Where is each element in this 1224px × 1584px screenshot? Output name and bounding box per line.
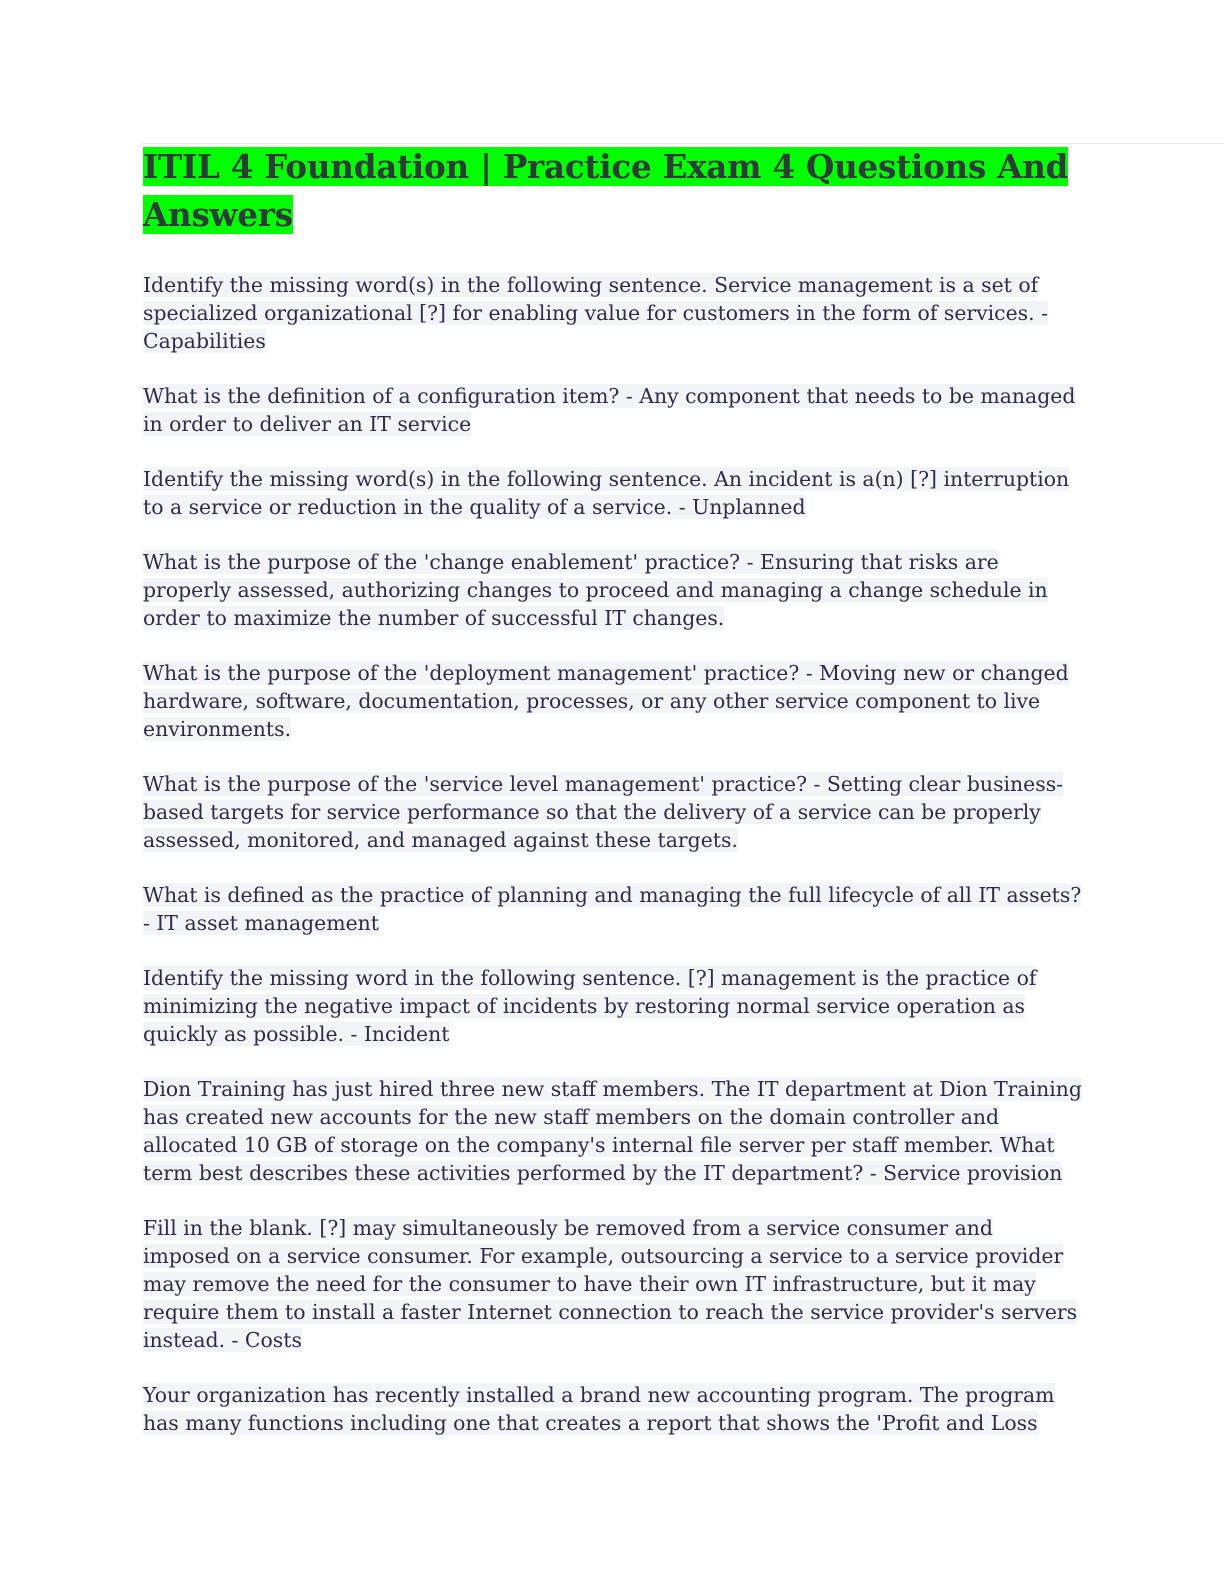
qa-text: Fill in the blank. [?] may simultaneously be removed from a service consumer and imposed on a service consumer. For example, outsourcing a service to a service provider may remove the need for the consumer to have their own IT infrastructure, but it may require them to install a faster Internet connection to reach the service provider's servers instead. - Costs	[143, 1216, 1078, 1352]
qa-item-6	[143, 770, 1083, 854]
qa-text: What is defined as the practice of planning and managing the full lifecycle of all IT assets? - IT asset management	[143, 883, 1082, 935]
qa-item-11	[143, 1381, 1083, 1437]
qa-item-10	[143, 1214, 1083, 1354]
qa-text: What is the definition of a configuration item? - Any component that needs to be managed in order to deliver an IT service	[143, 384, 1076, 436]
qa-item-3	[143, 465, 1083, 521]
qa-text: What is the purpose of the 'service level management' practice? - Setting clear business-based targets for service performance so that the delivery of a service can be properly assessed, monitored, and managed against these targets.	[143, 772, 1064, 852]
qa-item-5	[143, 659, 1083, 743]
document-title: ITIL 4 Foundation | Practice Exam 4 Questions And Answers	[143, 147, 1069, 234]
qa-item-2	[143, 382, 1083, 438]
qa-text: What is the purpose of the 'deployment management' practice? - Moving new or changed hardware, software, documentation, processes, or any other service component to live environments.	[143, 661, 1069, 741]
qa-item-7	[143, 881, 1083, 937]
title-line	[143, 146, 1083, 242]
qa-text: Your organization has recently installed a brand new accounting program. The program has many functions including one that creates a report that shows the 'Profit and Loss	[143, 1383, 1055, 1435]
qa-text: Identify the missing word(s) in the following sentence. An incident is a(n) [?] interruption to a service or reduction in the quality of a service. - Unplanned	[143, 467, 1070, 519]
qa-text: Identify the missing word in the following sentence. [?] management is the practice of minimizing the negative impact of incidents by restoring normal service operation as quickly as possible. - Incident	[143, 966, 1037, 1046]
qa-item-9	[143, 1075, 1083, 1187]
qa-text: Identify the missing word(s) in the following sentence. Service management is a set of specialized organizational [?] for enabling value for customers in the form of services. - Capabilities	[143, 273, 1048, 353]
qa-item-4	[143, 548, 1083, 632]
qa-text: Dion Training has just hired three new staff members. The IT department at Dion Training has created new accounts for the new staff members on the domain controller and allocated 10 GB of storage on the company's internal file server per staff member. What term best describes these activities performed by the IT department? - Service provision	[143, 1077, 1082, 1185]
qa-item-8	[143, 964, 1083, 1048]
document-page	[143, 146, 1083, 1464]
qa-text: What is the purpose of the 'change enablement' practice? - Ensuring that risks are properly assessed, authorizing changes to proceed and managing a change schedule in order to maximize the number of successful IT changes.	[143, 550, 1048, 630]
qa-item-1	[143, 271, 1083, 355]
header-rule	[143, 143, 1224, 144]
